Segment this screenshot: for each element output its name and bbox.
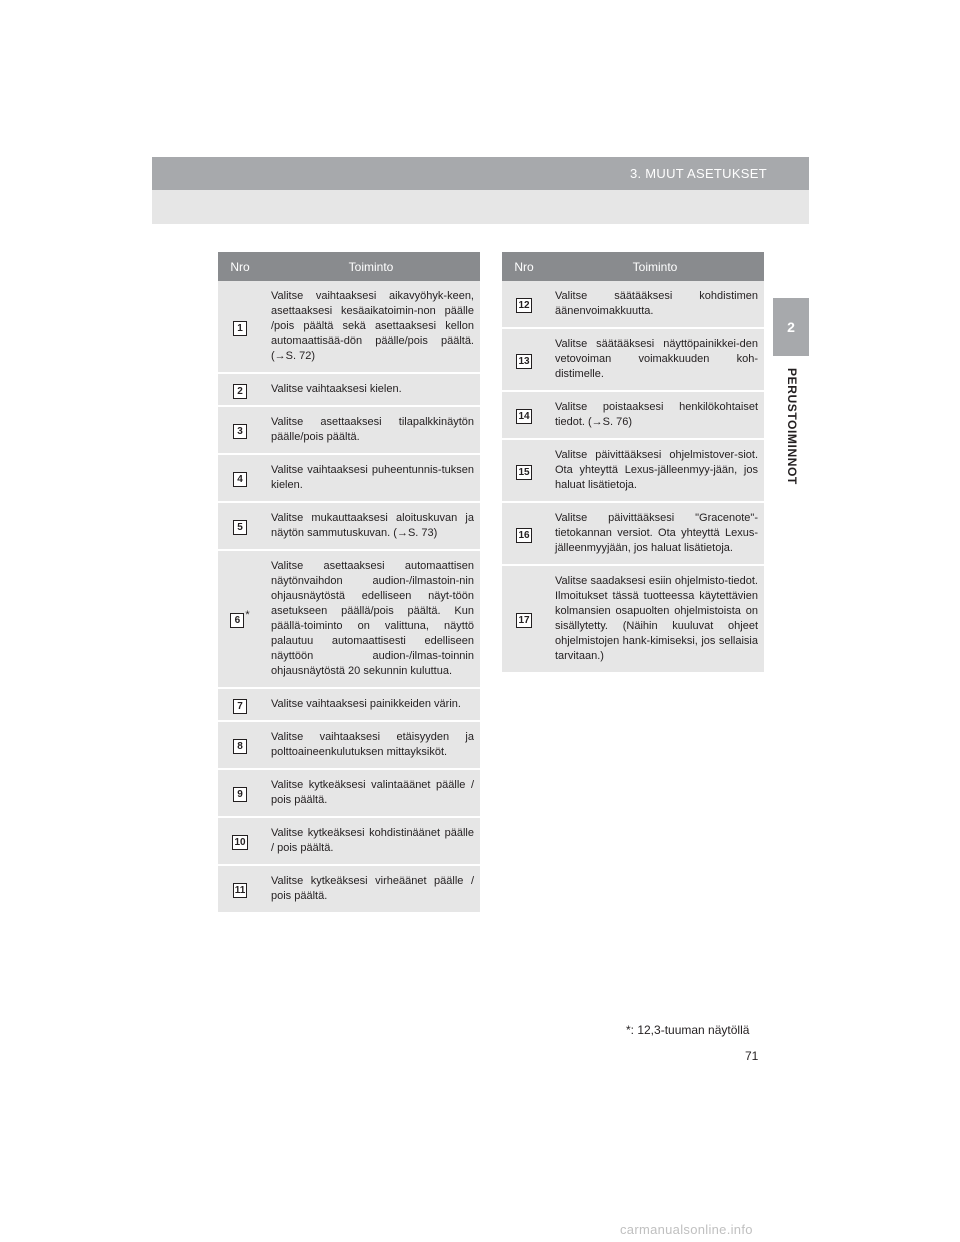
table-row	[218, 454, 480, 502]
table-row	[218, 769, 480, 817]
row-number-cell	[502, 565, 546, 673]
table-row	[218, 688, 480, 721]
row-number-icon: 11	[234, 885, 246, 896]
row-number-cell	[218, 769, 262, 817]
row-description: Valitse asettaaksesi automaattisen näytönvaihdon audion-/ilmastoin-nin ohjausnäytöstä edelliseen näyt-töön asetukseen päällä/pois päältä. Kun päällä-toiminto on valittuna, näyttö palautuu automaattisesti edelliseen näyttöön audion-/ilmas-toinnin ohjausnäytöstä 20 sekunnin kuluttua.	[262, 550, 480, 688]
header-bar	[152, 157, 809, 190]
row-number-cell	[218, 865, 262, 913]
row-number-icon: 13	[518, 355, 530, 367]
table-row	[502, 391, 764, 439]
table-row	[218, 865, 480, 913]
row-number-icon: 6	[230, 613, 244, 628]
row-description: Valitse päivittääksesi "Gracenote"-tietokannan versiot. Ota yhteyttä Lexus-jälleenmyyjään, jos haluat lisätietoja.	[546, 502, 764, 565]
row-number-cell	[502, 281, 546, 328]
row-description: Valitse vaihtaaksesi etäisyyden ja polttoaineenkulutuksen mittayksiköt.	[262, 721, 480, 769]
header-nro: Nro	[218, 252, 262, 281]
row-number-icon: 7	[233, 699, 247, 714]
row-number-icon: 12	[518, 300, 530, 311]
row-number-cell	[218, 454, 262, 502]
row-number-cell	[502, 439, 546, 502]
row-number-cell	[218, 502, 262, 550]
row-number-icon: 15	[518, 466, 530, 478]
table-row	[502, 328, 764, 391]
section-title: 3. MUUT ASETUKSET	[629, 166, 767, 181]
asterisk-mark: *	[245, 609, 250, 621]
row-number-icon: 16	[518, 529, 530, 541]
row-number-icon: 17	[518, 615, 530, 626]
table-row	[218, 406, 480, 454]
row-description: Valitse kytkeäksesi valintaäänet päälle / pois päältä.	[262, 769, 480, 817]
row-number-cell	[218, 373, 262, 406]
row-number-icon: 5	[233, 520, 247, 535]
header-toiminto: Toiminto	[262, 252, 480, 281]
row-description: Valitse vaihtaaksesi puheentunnis-tuksen kielen.	[262, 454, 480, 502]
header-toiminto: Toiminto	[546, 252, 764, 281]
header-nro: Nro	[502, 252, 546, 281]
table-row	[502, 439, 764, 502]
chapter-number: 2	[787, 319, 795, 335]
table-header-row	[218, 252, 480, 281]
chapter-tab	[773, 298, 809, 356]
row-description: Valitse vaihtaaksesi kielen.	[262, 373, 480, 406]
settings-table-left	[218, 252, 480, 914]
row-description: Valitse vaihtaaksesi aikavyöhyk-keen, asettaaksesi kesäaikatoimin-non päälle /pois päältä sekä asettaaksesi kellon automaattisää-dön päälle/pois päältä. (→S. 72)	[262, 281, 480, 373]
row-description: Valitse säätääksesi kohdistimen äänenvoimakkuutta.	[546, 281, 764, 328]
row-description: Valitse kytkeäksesi kohdistinäänet päälle / pois päältä.	[262, 817, 480, 865]
table-row	[218, 550, 480, 688]
watermark: carmanualsonline.info	[620, 1222, 753, 1237]
table-row	[218, 502, 480, 550]
row-number-cell	[502, 502, 546, 565]
table-row	[218, 373, 480, 406]
row-number-cell	[502, 391, 546, 439]
table-row	[218, 281, 480, 373]
row-number-cell	[218, 550, 262, 688]
chapter-name: PERUSTOIMINNOT	[785, 368, 799, 485]
row-number-icon: 10	[234, 837, 246, 848]
header-band	[152, 157, 809, 224]
footnote: *: 12,3-tuuman näytöllä	[626, 1023, 750, 1037]
row-description: Valitse saadaksesi esiin ohjelmisto-tiedot. Ilmoitukset tässä tuotteessa käytettävien kolmansien osapuolten ohjelmistoista on sisällytetty. (Näihin kuuluvat ohjeet ohjelmistojen hank-kimiseksi, jos sellaisia tarvitaan.)	[546, 565, 764, 673]
row-description: Valitse vaihtaaksesi painikkeiden värin.	[262, 688, 480, 721]
row-description: Valitse mukauttaaksesi aloituskuvan ja näytön sammutuskuvan. (→S. 73)	[262, 502, 480, 550]
row-number-cell	[502, 328, 546, 391]
row-number-icon: 1	[233, 321, 247, 336]
row-number-icon: 8	[233, 739, 247, 754]
row-description: Valitse poistaaksesi henkilökohtaiset tiedot. (→S. 76)	[546, 391, 764, 439]
row-number-cell	[218, 281, 262, 373]
table-row	[218, 817, 480, 865]
table-row	[218, 721, 480, 769]
settings-table-right	[502, 252, 764, 674]
row-number-icon: 9	[233, 787, 247, 802]
table-row	[502, 565, 764, 673]
row-description: Valitse päivittääksesi ohjelmistover-siot. Ota yhteyttä Lexus-jälleenmyy-jään, jos haluat lisätietoja.	[546, 439, 764, 502]
page-number: 71	[745, 1049, 759, 1063]
row-number-icon: 4	[233, 472, 247, 487]
table-row	[502, 502, 764, 565]
row-number-icon: 14	[518, 411, 530, 422]
row-number-icon: 3	[233, 424, 247, 439]
row-number-cell	[218, 406, 262, 454]
table-header-row	[502, 252, 764, 281]
row-description: Valitse säätääksesi näyttöpainikkei-den vetovoiman voimakkuuden koh-distimelle.	[546, 328, 764, 391]
row-description: Valitse asettaaksesi tilapalkkinäytön päälle/pois päältä.	[262, 406, 480, 454]
row-number-cell	[218, 817, 262, 865]
row-description: Valitse kytkeäksesi virheäänet päälle / pois päältä.	[262, 865, 480, 913]
row-number-cell	[218, 688, 262, 721]
table-row	[502, 281, 764, 328]
row-number-icon: 2	[233, 384, 247, 399]
row-number-cell	[218, 721, 262, 769]
